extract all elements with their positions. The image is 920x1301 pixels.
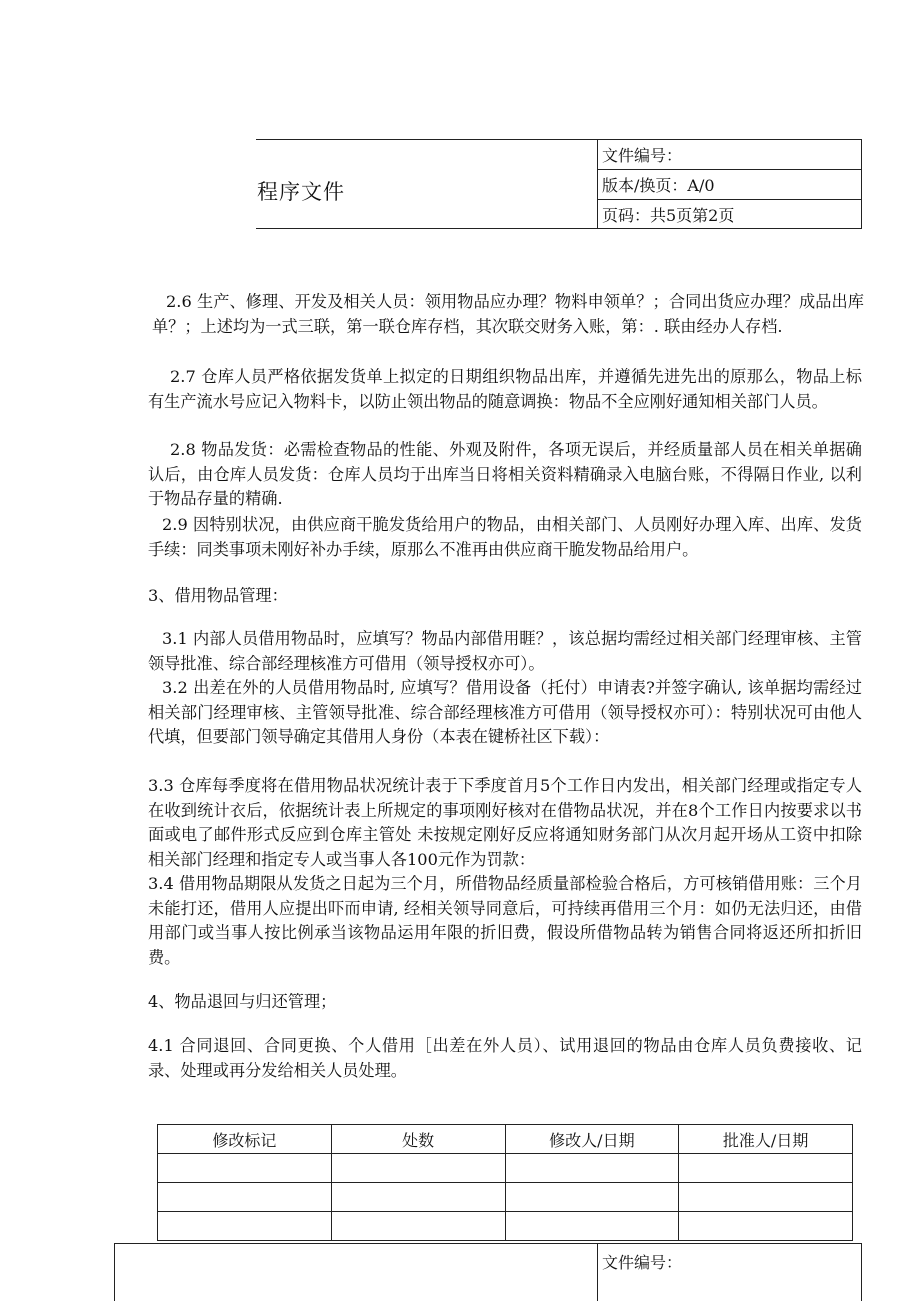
table-cell (158, 1154, 332, 1183)
table-cell (158, 1212, 332, 1241)
table-cell (331, 1154, 505, 1183)
table-cell (158, 1183, 332, 1212)
table-cell (331, 1183, 505, 1212)
table-cell (679, 1212, 853, 1241)
next-header-right-border (861, 1243, 862, 1301)
table-row (158, 1183, 853, 1212)
next-header-divider (597, 1243, 598, 1301)
header-count: 处数 (331, 1125, 505, 1154)
table-cell (679, 1154, 853, 1183)
version-label: 版本/换页：A/0 (602, 176, 715, 195)
document-title: 程序文件 (257, 180, 345, 204)
next-header-left-border (114, 1243, 115, 1301)
header-divider (597, 139, 598, 229)
table-row (158, 1212, 853, 1241)
paragraph-3-3: 3.3 仓库每季度将在借用物品状况统计表于下季度首月5个工作日内发出，相关部门经理或指定专人在收到统计衣后，依据统计表上所规定的事项刚好核对在借物品状况，并在8个工作日内按要求以书面或电了邮件形式反应到仓库主管处 未按规定刚好反应将通知财务部门从次月起开场从工资中扣除相关部门经理和指定专人或当事人各100元作为罚款： (148, 776, 862, 869)
table-cell (331, 1212, 505, 1241)
section-4-heading: 4、物品退回与归还管理； (148, 992, 337, 1011)
paragraph-2-7: 2.7 仓库人员严格依据发货单上拟定的日期组织物品出库，并遵循先进先出的原那么，物品上标有生产流水号应记入物料卡，以防止领出物品的随意调换：物品不全应刚好通知相关部门人员。 (148, 367, 862, 411)
revision-table-header-row (158, 1125, 853, 1154)
table-cell (505, 1154, 679, 1183)
header-bottom-border (256, 228, 862, 229)
paragraph-3-1: 3.1 内部人员借用物品时，应填写？物品内部借用睚？，该总据均需经过相关部门经理审核、主管领导批准、综合部经理核准方可借用（领导授权亦可）。 (148, 629, 862, 673)
next-header-top-border (114, 1243, 862, 1244)
page-number-label: 页码：共5页第2页 (602, 206, 735, 225)
section-3-heading: 3、借用物品管理： (148, 586, 288, 605)
paragraph-2-6: 2.6 生产、修理、开发及相关人员：领用物品应办理？物料申领单？；合同出货应办理？成品出库单？；上述均为一式三联，第一联仓库存档，其次联交财务入账，第：. 联由经办人存档. (152, 292, 864, 336)
header-top-border (256, 139, 862, 140)
next-doc-number-label: 文件编号： (602, 1253, 683, 1272)
table-cell (505, 1212, 679, 1241)
paragraph-2-8: 2.8 物品发货：必需检查物品的性能、外观及附件，各项无误后，并经质量部人员在相关单据确认后，由仓库人员发货：仓库人员均于出库当日将相关资料精确录入电脑台账，不得隔日作业, 以利于物品存量的精确. (148, 440, 862, 508)
table-row (158, 1154, 853, 1183)
table-cell (505, 1183, 679, 1212)
table-cell (679, 1183, 853, 1212)
header-approver-date: 批准人/日期 (679, 1125, 853, 1154)
paragraph-2-9: 2.9 因特别状况，由供应商干脆发货给用户的物品，由相关部门、人员刚好办理入库、出库、发货手续：同类事项未刚好补办手续，原那么不准再由供应商干脆发物品给用户。 (148, 515, 862, 559)
header-revision-mark: 修改标记 (158, 1125, 332, 1154)
paragraph-4-1: 4.1 合同退回、合同更换、个人借用［出差在外人员）、试用退回的物品由仓库人员负费接收、记录、处理或再分发给相关人员处理。 (148, 1036, 862, 1080)
doc-number-label: 文件编号： (602, 146, 683, 165)
paragraph-3-4: 3.4 借用物品期限从发货之日起为三个月，所借物品经质量部检验合格后，方可核销借用账：三个月未能打还，借用人应提出吓而申请, 经相关领导同意后，可持续再借用三个月：如仍无法归还，由借用部门或当事人按比例承当该物品运用年限的折旧费，假设所借物品转为销售合同将返还所扣折旧费。 (148, 874, 862, 967)
header-modifier-date: 修改人/日期 (505, 1125, 679, 1154)
paragraph-3-2: 3.2 出差在外的人员借用物品时, 应填写？借用设备（托付）申请表?并签字确认, 该单据均需经过相关部门经理审核、主管领导批准、综合部经理核准方可借用（领导授权亦可）：特别状况可由他人代填，但要部门领导确定其借用人身份（本表在键桥社区下载）： (148, 678, 862, 746)
header-right-border (861, 139, 862, 229)
revision-table (157, 1124, 853, 1241)
